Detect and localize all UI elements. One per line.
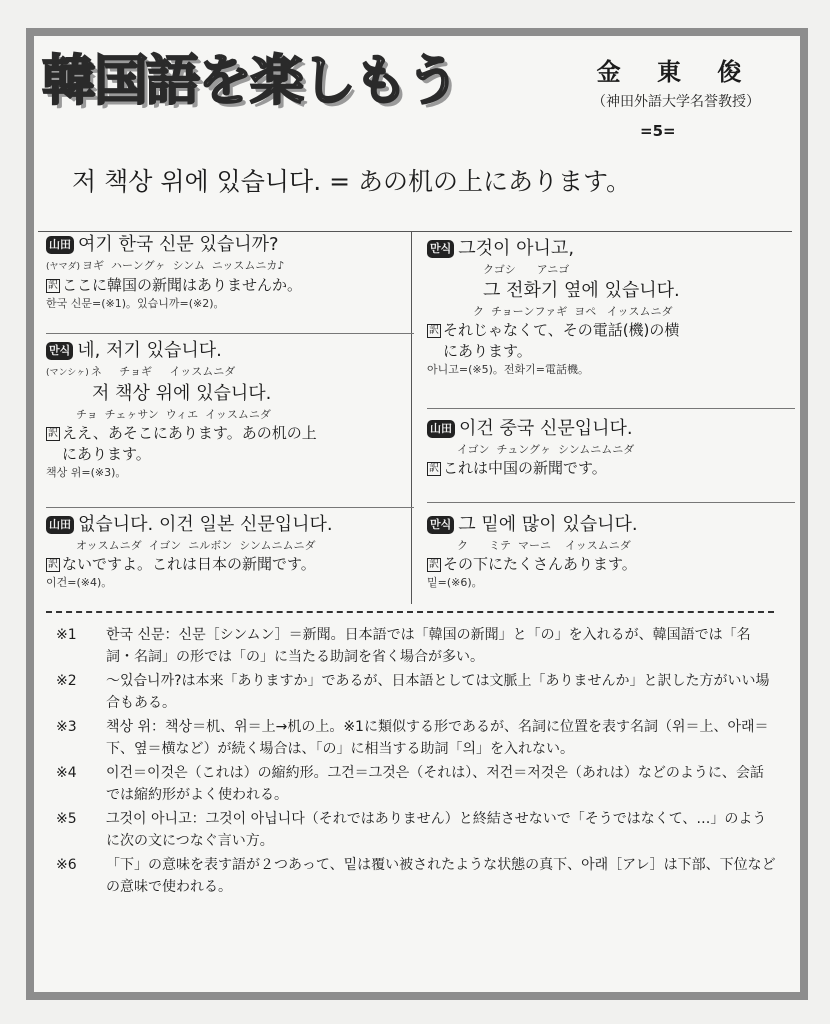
dialogue-note: 아니고=(※5)。전화기=電話機。: [427, 363, 589, 376]
translation-line: それじゃなくて、その電話(機)の横: [443, 321, 680, 339]
translation-mark: 訳: [429, 558, 439, 570]
speaker-badge: 山田: [46, 236, 74, 254]
column-divider: [411, 232, 412, 604]
korean-line: 저 책상 위에 있습니다.: [92, 383, 272, 404]
korean-line: 그 밑에 많이 있습니다.: [458, 514, 638, 535]
dialogue-block: [427, 236, 787, 378]
dialogue-note: 밑=(※6)。: [427, 576, 483, 589]
dialogue-block: [427, 512, 787, 591]
footnote: [56, 762, 776, 806]
translation-mark: 訳: [48, 558, 58, 570]
dialogue-block: [427, 416, 787, 479]
korean-line: 그것이 아니고,: [458, 238, 575, 259]
dialogue-note: 이건=(※4)。: [46, 576, 113, 589]
kana-tag: (マンシヶ): [46, 368, 89, 378]
footnote-text: 이건＝이것은（これは）の縮約形。그건＝그것은（それは）、저건＝저것은（あれは）などのように、会話では縮約形がよく使われる。: [106, 765, 764, 803]
footnote-text: 그것이 아니고：그것이 아닙니다（それではありません）と終結させないで「そうではなくて、…」のように次の文につなぐ言い方。: [106, 811, 767, 849]
divider: [427, 408, 795, 409]
translation-line: にあります。: [443, 342, 532, 360]
dialogue-note: 책상 위=(※3)。: [46, 466, 127, 479]
footnote-text: 「下」の意味を表す語が２つあって、밑は覆い被されたような状態の真下、아래［アレ］は下部、下位などの意味で使われる。: [106, 857, 776, 895]
speaker-badge: 山田: [427, 420, 455, 438]
translation-line: これは中国の新聞です。: [443, 459, 607, 477]
korean-line: 네, 저기 있습니다.: [77, 340, 222, 361]
footnote-mark: ※5: [56, 811, 77, 827]
dialogue-block: [46, 338, 406, 481]
footnote: [56, 808, 776, 852]
translation-line: にあります。: [62, 445, 151, 463]
kana-reading: イゴン チュングヶ シンムニムニダ: [457, 443, 635, 456]
kana-tag: (ヤマダ): [46, 262, 81, 272]
dialogue-block: [46, 512, 406, 591]
divider: [46, 507, 414, 508]
footnote-mark: ※3: [56, 719, 77, 735]
translation-line: ないですよ。これは日本の新聞です。: [62, 555, 316, 573]
footnote-mark: ※2: [56, 673, 77, 689]
footnote-mark: ※6: [56, 857, 77, 873]
footnote-text: 책상 위：책상＝机、위＝上→机の上。※1に類似する形であるが、名詞に位置を表す名詞（위＝上、아래＝下、옆＝横など）が続く場合は、「の」に相当する助詞「의」を入れない。: [106, 719, 769, 757]
translation-mark: 訳: [48, 279, 58, 291]
translation-line: ここに韓国の新聞はありませんか。: [62, 276, 303, 294]
footnote: [56, 670, 776, 714]
author-name: 金 東 俊: [596, 57, 756, 86]
footnote: [56, 716, 776, 760]
footnote: [56, 854, 776, 898]
issue-number: =5=: [640, 122, 676, 140]
footnote-mark: ※4: [56, 765, 77, 781]
footnote-mark: ※1: [56, 627, 77, 643]
translation-line: その下にたくさんあります。: [443, 555, 637, 573]
footnote-text: 한국 신문：신문［シンムン］＝新聞。日本語では「韓国の新聞」と「の」を入れるが、韓国語では「名詞・名詞」の形では「の」に当たる助詞を省く場合が多い。: [106, 627, 751, 665]
kana-reading: ヨギ ハーングヶ シンム ニッスムニカ♪: [82, 259, 285, 272]
kana-reading: チョ チェヶサン ウィエ イッスムニダ: [76, 408, 271, 421]
footnote: [56, 624, 776, 668]
speaker-badge: 山田: [46, 516, 74, 534]
korean-line: 그 전화기 옆에 있습니다.: [483, 280, 680, 301]
dialogue-note: 한국 신문=(※1)。있습니까=(※2)。: [46, 297, 225, 310]
kana-reading: オッスムニダ イゴン ニルボン シンムニムニダ: [76, 539, 316, 552]
footnote-text: ～있습니까?は本来「ありますか」であるが、日本語としては文脈上「ありませんか」と訳した方がいい場合もある。: [106, 673, 770, 711]
translation-mark: 訳: [429, 324, 439, 336]
kana-reading: クゴシ アニゴ: [483, 263, 570, 276]
author-block: [586, 52, 766, 111]
footnotes: [56, 624, 776, 900]
speaker-badge: 만식: [427, 516, 454, 534]
kana-reading: ク ミテ マーニ イッスムニダ: [457, 539, 631, 552]
korean-line: 이건 중국 신문입니다.: [459, 418, 633, 439]
divider: [46, 333, 414, 334]
korean-line: 없습니다. 이건 일본 신문입니다.: [78, 514, 333, 535]
speaker-badge: 만식: [427, 240, 454, 258]
author-affiliation: （神田外語大学名誉教授）: [592, 94, 760, 110]
translation-mark: 訳: [48, 427, 58, 439]
translation-mark: 訳: [429, 462, 439, 474]
kana-reading: ネ チョギ イッスムニダ: [90, 365, 236, 378]
translation-line: ええ、あそこにあります。あの机の上: [62, 424, 317, 442]
kana-reading: ク チョーンファギ ヨペ イッスムニダ: [473, 305, 673, 318]
lesson-headline: 저 책상 위에 있습니다. = あの机の上にあります。: [72, 167, 631, 196]
speaker-badge: 만식: [46, 342, 73, 360]
dashed-divider: [46, 611, 774, 613]
dialogue-block: [46, 232, 406, 312]
divider: [427, 502, 795, 503]
column-title-logo: 韓国語を楽しもう: [42, 49, 458, 112]
korean-line: 여기 한국 신문 있습니까?: [78, 234, 279, 255]
